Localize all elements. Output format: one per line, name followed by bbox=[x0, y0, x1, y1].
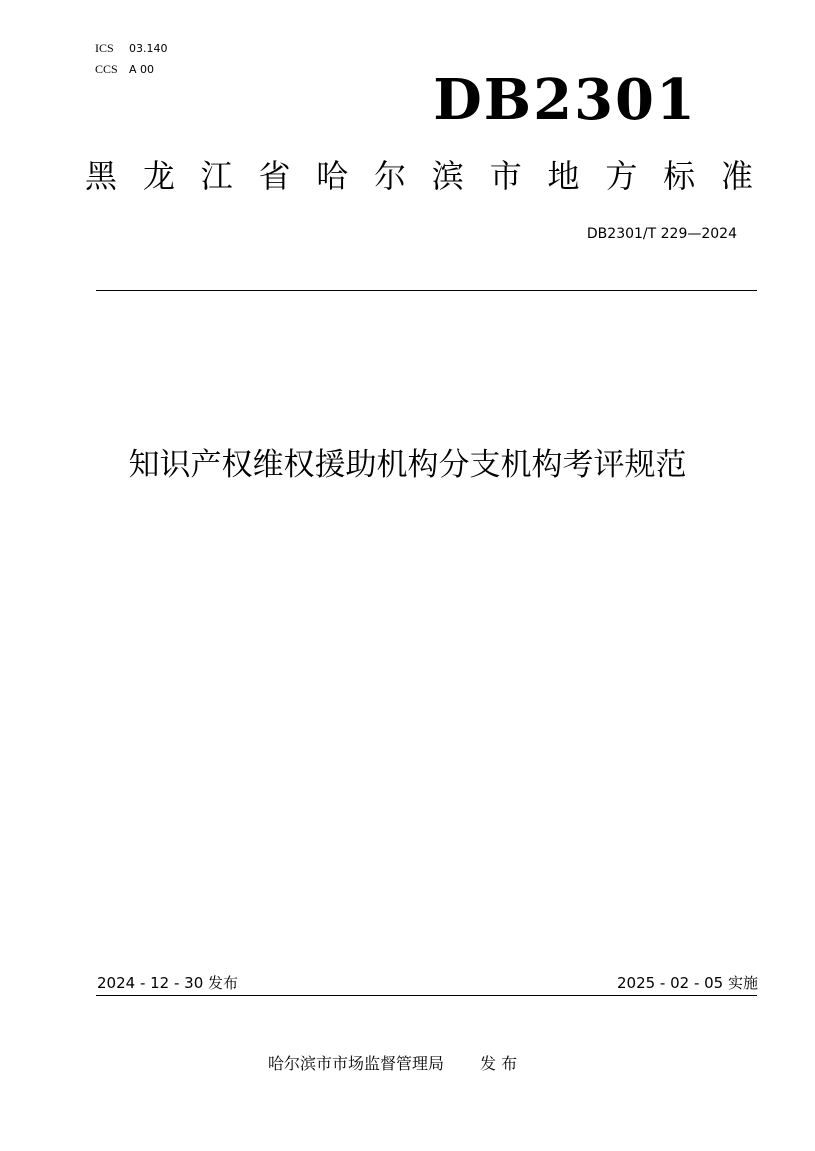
issue-date: 2024 - 12 - 30 发布 bbox=[97, 974, 239, 992]
standard-type-char: 江 bbox=[200, 157, 233, 195]
implementation-date: 2025 - 02 - 05 实施 bbox=[616, 974, 758, 992]
ccs-value: A 00 bbox=[129, 63, 155, 76]
ccs-row bbox=[95, 59, 168, 80]
footer-divider bbox=[96, 995, 757, 996]
standard-type-char: 方 bbox=[605, 157, 638, 195]
standard-type-char: 准 bbox=[720, 157, 753, 195]
ics-label: ICS bbox=[95, 41, 114, 55]
standard-type-char: 省 bbox=[258, 157, 291, 195]
ics-value: 03.140 bbox=[129, 42, 168, 55]
standard-type-char: 尔 bbox=[374, 157, 407, 195]
standard-type-char: 滨 bbox=[431, 157, 464, 195]
issuing-authority bbox=[268, 1052, 517, 1076]
standard-type-char: 哈 bbox=[316, 157, 349, 195]
ics-row bbox=[95, 38, 168, 59]
standard-type-char: 龙 bbox=[142, 157, 175, 195]
standard-type-char: 黑 bbox=[85, 157, 118, 195]
document-title: 知识产权维权援助机构分支机构考评规范 bbox=[128, 447, 687, 483]
header-divider bbox=[96, 290, 757, 291]
issuer-name: 哈尔滨市市场监督管理局 bbox=[268, 1054, 445, 1073]
standard-number: DB2301/T 229—2024 bbox=[586, 226, 737, 242]
standard-type-char: 地 bbox=[547, 157, 580, 195]
ccs-label: CCS bbox=[95, 62, 118, 76]
classification-codes bbox=[95, 38, 168, 80]
standard-type-char: 标 bbox=[663, 157, 696, 195]
db-standard-logo: DB2301 bbox=[433, 67, 697, 133]
standard-type-char: 市 bbox=[489, 157, 522, 195]
issuer-action: 发 布 bbox=[480, 1054, 518, 1073]
standard-type-heading bbox=[85, 152, 753, 200]
